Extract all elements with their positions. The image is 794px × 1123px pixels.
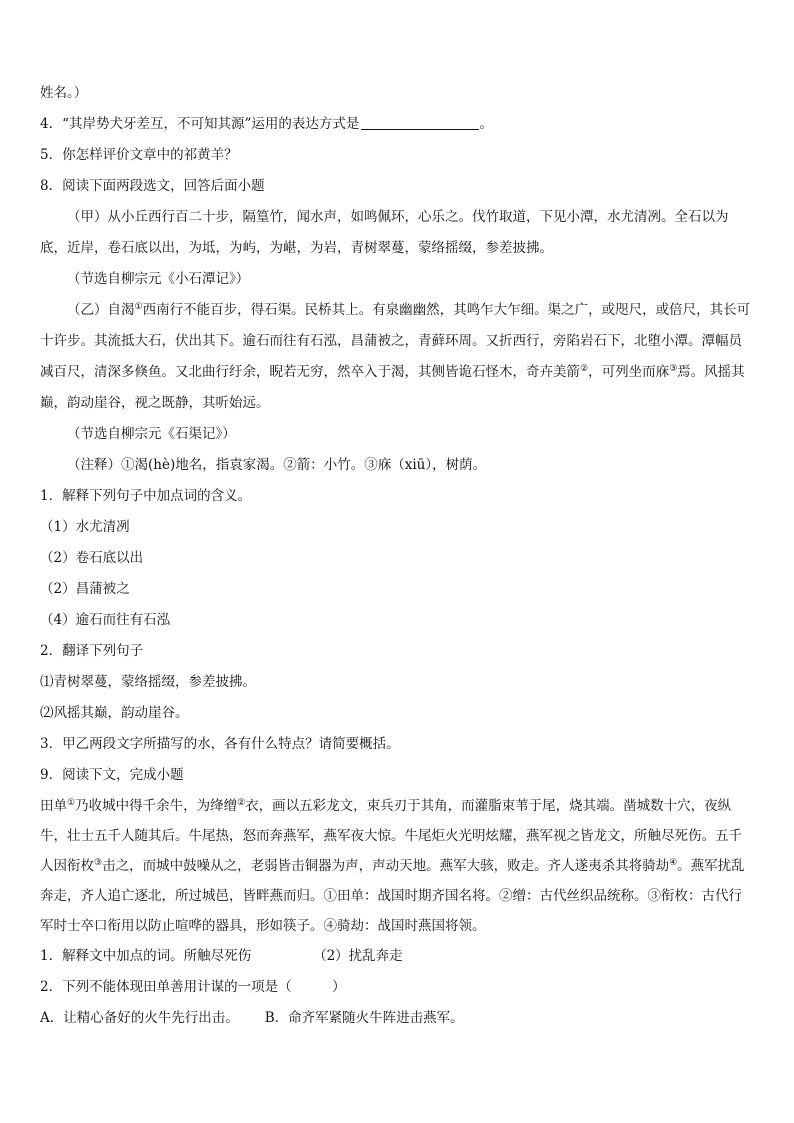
- footnote-mark: ②: [580, 364, 589, 374]
- passage-text: 乃收城中得千余牛，为绛缯: [75, 798, 238, 814]
- sub-item: （4）逾石而往有石泓: [40, 612, 171, 628]
- sub-item: （1）水尤清冽: [40, 519, 130, 535]
- passage-yi: [40, 295, 754, 419]
- passage-text: 田单: [40, 798, 67, 814]
- passage-jia: （甲）从小丘西行百二十步，隔篁竹，闻水声，如鸣佩环，心乐之。伐竹取道，下见小潭，水尤清冽。全石以为底，近岸，卷石底以出，为坻，为屿，为嵁，为岩，青树翠蔓，蒙络摇缀，参差披拂。: [40, 209, 729, 256]
- passage-text: 击之，而城中鼓噪从之，老弱皆击铜器为声，声动天地。燕军大骇，败走。齐人遂夷杀其将骑劫: [102, 858, 670, 874]
- footnote-mark: ①: [67, 798, 76, 808]
- passage-yi-text: （乙）自渴: [67, 302, 135, 318]
- passage-yi-text: 焉。风摇其巅，韵动崖谷，视之既静，其听始远。: [40, 364, 745, 411]
- sub-question-3: 3．甲乙两段文字所描写的水，各有什么特点？请简要概括。: [40, 736, 400, 752]
- footnote-mark: ③: [94, 858, 103, 868]
- options-row: [40, 1003, 754, 1034]
- question-4-text: 4．“其岸势犬牙差互，不可知其源”运用的表达方式是: [40, 116, 360, 132]
- sub-item: （2）卷石底以出: [40, 550, 144, 566]
- passage-text: 。燕军扰乱奔走，齐人追亡逐北，所过城邑，皆畔燕而归。①田单：战国时期齐国名将。②缯：古代丝织品统称。③衔枚：古代行军时士卒口衔用以防止喧哗的器具，形如筷子。④骑劫：战国时燕国将领。: [40, 858, 745, 934]
- annotation: （注释）①渴(hè)地名，指袁家渴。②箭：小竹。③庥（xiū），树荫。: [67, 457, 487, 473]
- sub-question-2: 2．下列不能体现田单善用计谋的一项是（ ）: [40, 979, 346, 995]
- sub-question-1: [40, 941, 754, 972]
- question-4-end: 。: [479, 116, 493, 132]
- source-note-1: （节选自柳宗元《小石潭记》）: [67, 271, 250, 287]
- footnote-mark: ④: [669, 858, 678, 868]
- passage-yi-text: 西南行不能百步，得石渠。民桥其上。有泉幽幽然，其鸣乍大乍细。渠之广，或咫尺，或倍尺，其长可十许步。其流抵大石，伏出其下。逾石而往有石泓，昌蒲被之，青藓环周。又折西行，旁陷岩石下，北堕小潭。潭幅员减百尺，清深多倏鱼。又北曲行纡余，睨若无穷，然卒入于渴，其侧皆诡石怪木，奇卉美箭: [40, 302, 751, 380]
- question-5: 5．你怎样评价文章中的祁黄羊？: [40, 147, 238, 163]
- question-8: 8．阅读下面两段选文，回答后面小题: [40, 178, 265, 194]
- sub-item: ⑵风摇其巅，韵动崖谷。: [40, 705, 189, 721]
- sub-item: （2）昌蒲被之: [40, 581, 130, 597]
- sub-item: （2）扰乱奔走: [313, 948, 403, 964]
- sub-question-text: 1．解释文中加点的词。所触尽死伤: [40, 948, 252, 964]
- option-a[interactable]: A．让精心备好的火牛先行出击。: [40, 1010, 239, 1026]
- footnote-mark: ②: [237, 798, 246, 808]
- passage-text: 衣，画以五彩龙文，束兵刃于其角，而灌脂束苇于尾，烧其端。凿城数十穴，夜纵牛，壮士五千人随其后。牛尾热，怒而奔燕军，燕军夜大惊。牛尾炬火光明炫耀，燕军视之皆龙文，所触尽死伤。五千人因衔枚: [40, 798, 742, 874]
- footnote-mark: ①: [134, 302, 143, 312]
- passage-yi-text: ，可列坐而庥: [588, 364, 670, 380]
- sub-item: ⑴青树翠蔓，蒙络摇缀，参差披拂。: [40, 674, 256, 690]
- question-9: 9．阅读下文，完成小题: [40, 767, 184, 783]
- footnote-mark: ③: [669, 364, 678, 374]
- text-line: 姓名。）: [40, 85, 88, 101]
- sub-question-2: 2．翻译下列句子: [40, 643, 144, 659]
- sub-question-1: 1．解释下列句子中加点词的含义。: [40, 488, 252, 504]
- answer-blank[interactable]: [361, 115, 479, 130]
- source-note-2: （节选自柳宗元《石渠记》）: [67, 426, 236, 442]
- option-b[interactable]: B．命齐军紧随火牛阵进击燕军。: [264, 1010, 464, 1026]
- question-4: [40, 109, 754, 140]
- passage-tiandan: [40, 791, 754, 941]
